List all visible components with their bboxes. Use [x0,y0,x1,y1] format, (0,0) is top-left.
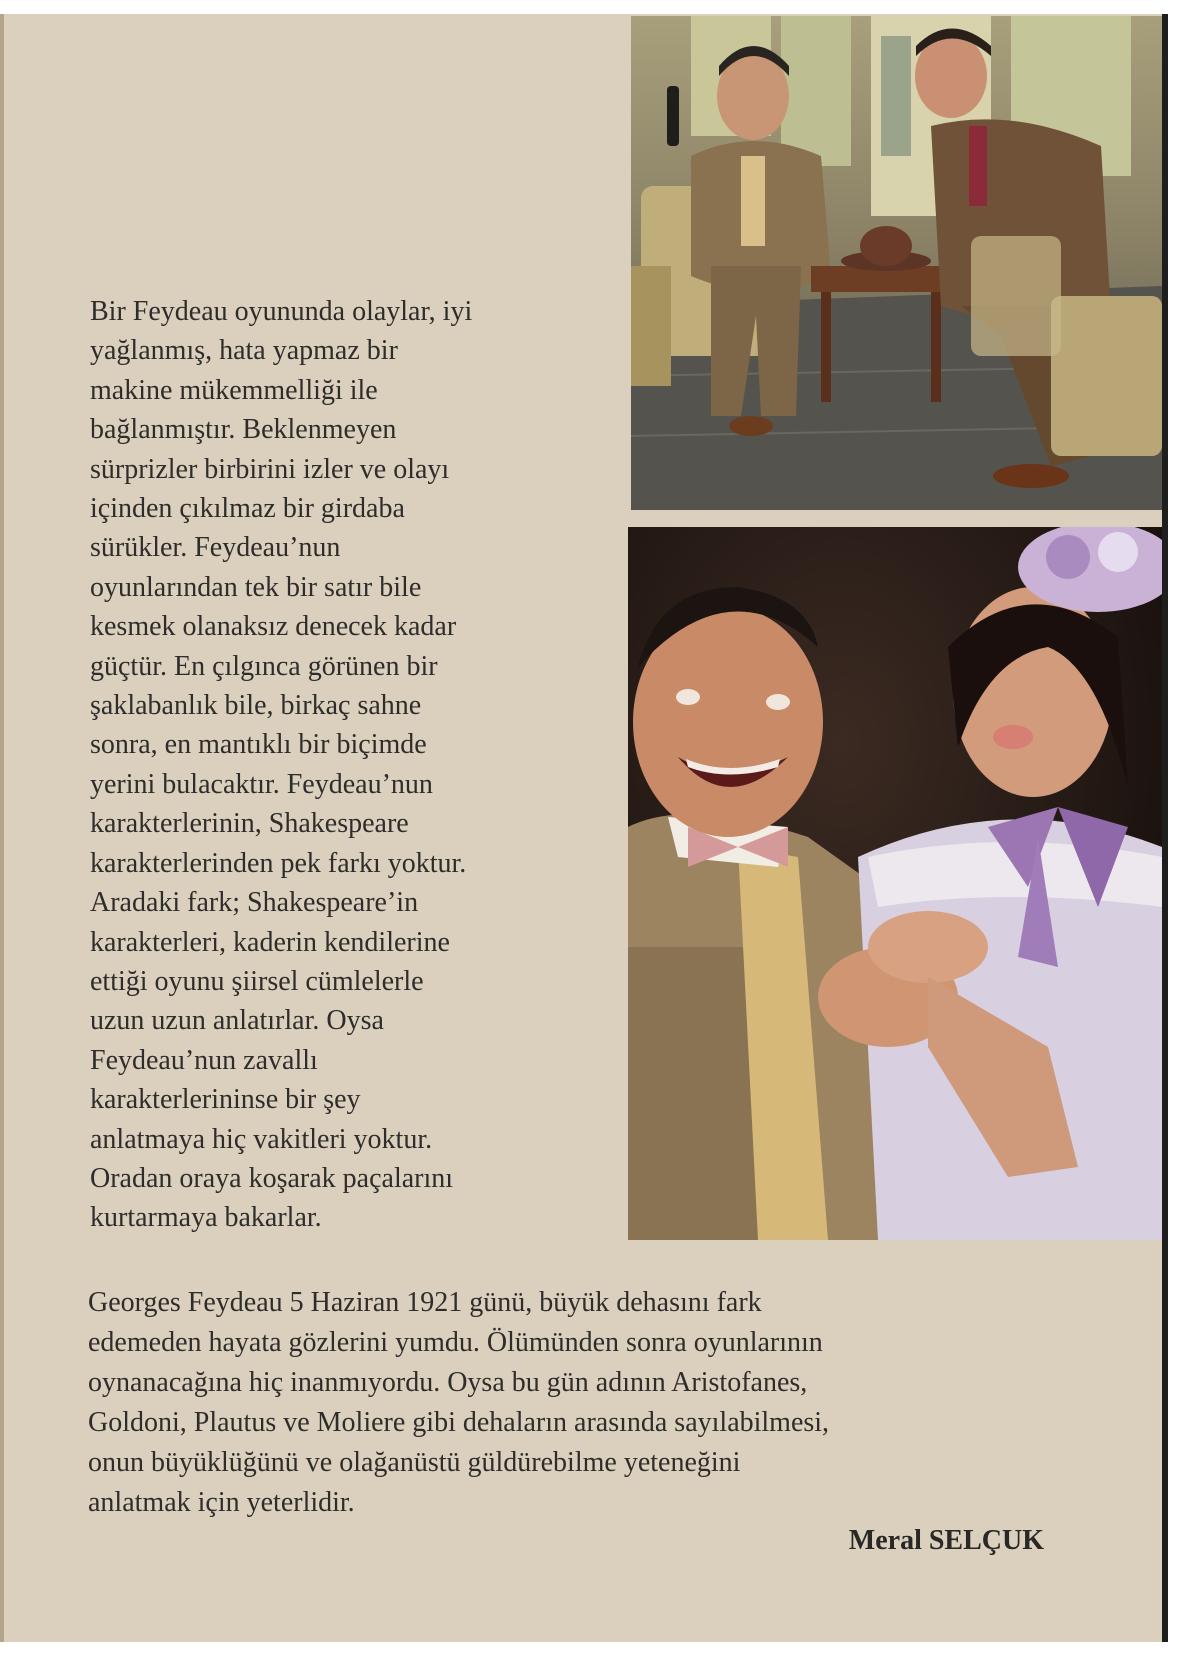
paragraph-line: bağlanmıştır. Beklenmeyen [90,414,397,446]
author-signature: Meral SELÇUK [848,1525,1044,1556]
paragraph-line: sürükler. Feydeau’nun [90,532,341,564]
paragraph-line: ettiği oyunu şiirsel cümlelerle [90,965,424,997]
paragraph-line: anlatmaya hiç vakitleri yoktur. [90,1123,433,1155]
paragraph-line: Georges Feydeau 5 Haziran 1921 günü, büyük dehasını fark [88,1287,762,1318]
paragraph-line: Feydeau’nun zavallı [90,1044,318,1076]
paragraph-line: sürprizler birbirini izler ve olayı [90,453,450,485]
paragraph-line: yerini bulacaktır. Feydeau’nun [90,768,433,800]
paragraph-line: sonra, en mantıklı bir biçimde [90,729,427,761]
article-paragraph-1 [90,292,610,1238]
paragraph-line: karakterlerinin, Shakespeare [90,808,409,840]
article-paragraph-2 [88,1283,1088,1523]
paragraph-line: kurtarmaya bakarlar. [90,1202,322,1234]
paragraph-line: makine mükemmelliği ile [90,374,378,406]
paragraph-line: karakterlerininse bir şey [90,1084,361,1116]
paragraph-line: edemeden hayata gözlerini yumdu. Ölümünden sonra oyunlarının [88,1327,823,1358]
paragraph-line: içinden çıkılmaz bir girdaba [90,493,405,525]
page-binding-edge [1162,14,1168,1642]
paragraph-line: anlatmak için yeterlidir. [88,1487,355,1518]
paragraph-line: Goldoni, Plautus ve Moliere gibi dehaların arasında sayılabilmesi, [88,1407,830,1438]
paragraph-line: güçtür. En çılgınca görünen bir [90,650,438,682]
paragraph-line: kesmek olanaksız denecek kadar [90,611,457,643]
paragraph-line: Aradaki fark; Shakespeare’in [90,887,419,919]
paragraph-line: yağlanmış, hata yapmaz bir [90,335,398,367]
paragraph-line: onun büyüklüğünü ve olağanüstü güldürebilme yeteneğini [88,1447,741,1478]
paragraph-line: Bir Feydeau oyununda olaylar, iyi [90,296,473,327]
paragraph-line: karakterleri, kaderin kendilerine [90,926,450,958]
paragraph-line: karakterlerinden pek farkı yoktur. [90,847,467,879]
stage-photo-top [631,16,1162,510]
stage-photo-bottom [628,527,1162,1240]
paragraph-line: oyunlarından tek bir satır bile [90,571,422,603]
paragraph-line: uzun uzun anlatırlar. Oysa [90,1005,384,1037]
page-left-edge [0,14,4,1642]
paragraph-line: şaklabanlık bile, birkaç sahne [90,690,422,722]
paragraph-line: Oradan oraya koşarak paçalarını [90,1162,454,1194]
paragraph-line: oynanacağına hiç inanmıyordu. Oysa bu gün adının Aristofanes, [88,1367,808,1398]
